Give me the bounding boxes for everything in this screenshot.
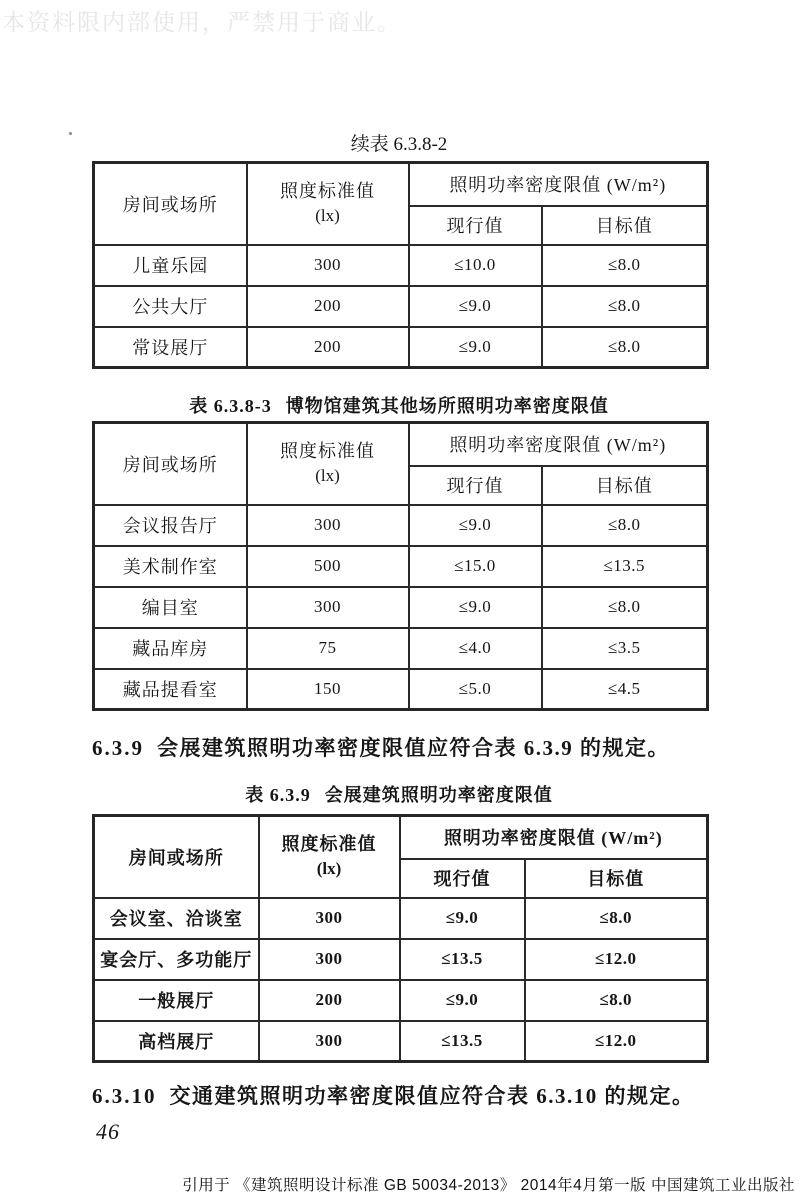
cell-target: ≤4.5 [542, 669, 708, 710]
cell-illuminance: 300 [259, 939, 400, 980]
header-lpd: 照明功率密度限值 (W/m²) [409, 163, 708, 206]
cell-current: ≤9.0 [409, 327, 542, 368]
section-text: 会展建筑照明功率密度限值应符合表 6.3.9 的规定。 [157, 736, 670, 760]
page-number: 46 [96, 1119, 120, 1144]
cell-target: ≤8.0 [542, 505, 708, 546]
table-row [94, 327, 708, 368]
header-room: 房间或场所 [94, 163, 247, 245]
header-room: 房间或场所 [94, 816, 259, 898]
cell-room: 儿童乐园 [94, 245, 247, 286]
cell-current: ≤10.0 [409, 245, 542, 286]
cell-target: ≤8.0 [525, 898, 708, 939]
table3-title-text: 会展建筑照明功率密度限值 [324, 785, 553, 805]
header-room: 房间或场所 [94, 423, 247, 505]
cell-room: 藏品提看室 [94, 669, 247, 710]
cell-illuminance: 300 [247, 245, 409, 286]
table3-title [92, 781, 706, 807]
cell-current: ≤13.5 [400, 1021, 525, 1062]
cell-target: ≤8.0 [525, 980, 708, 1021]
header-illuminance-unit: (lx) [315, 466, 340, 486]
cell-illuminance: 300 [247, 587, 409, 628]
cell-target: ≤3.5 [542, 628, 708, 669]
stray-mark [69, 132, 72, 135]
table-row [94, 505, 708, 546]
cell-current: ≤13.5 [400, 939, 525, 980]
cell-current: ≤9.0 [409, 505, 542, 546]
cell-illuminance: 200 [259, 980, 400, 1021]
table2-title-label: 表 6.3.8-3 [189, 396, 272, 416]
cell-target: ≤13.5 [542, 546, 708, 587]
cell-room: 一般展厅 [94, 980, 259, 1021]
table-row [94, 628, 708, 669]
table-continued-6-3-8-2 [92, 161, 709, 369]
cell-room: 美术制作室 [94, 546, 247, 587]
cell-room: 公共大厅 [94, 286, 247, 327]
cell-illuminance: 200 [247, 286, 409, 327]
header-lpd: 照明功率密度限值 (W/m²) [409, 423, 708, 466]
table-6-3-9-exhibition [92, 814, 709, 1063]
cell-illuminance: 200 [247, 327, 409, 368]
header-current-value: 现行值 [409, 466, 542, 505]
cell-room: 常设展厅 [94, 327, 247, 368]
cell-current: ≤9.0 [400, 898, 525, 939]
cell-target: ≤8.0 [542, 587, 708, 628]
section-6-3-10 [92, 1080, 732, 1110]
table-row [94, 980, 708, 1021]
header-current-value: 现行值 [400, 859, 525, 898]
cell-room: 编目室 [94, 587, 247, 628]
section-number: 6.3.10 [92, 1084, 157, 1108]
table-header-row [94, 816, 708, 859]
cell-current: ≤9.0 [409, 587, 542, 628]
header-illuminance-label: 照度标准值 [280, 441, 375, 462]
table2-title [92, 392, 706, 418]
cell-current: ≤4.0 [409, 628, 542, 669]
table-row [94, 587, 708, 628]
cell-room: 高档展厅 [94, 1021, 259, 1062]
table-header-row [94, 423, 708, 466]
cell-illuminance: 300 [259, 1021, 400, 1062]
cell-current: ≤15.0 [409, 546, 542, 587]
cell-target: ≤8.0 [542, 245, 708, 286]
table-row [94, 546, 708, 587]
header-illuminance-unit: (lx) [315, 206, 340, 226]
cell-current: ≤9.0 [400, 980, 525, 1021]
header-target-value: 目标值 [542, 466, 708, 505]
cell-current: ≤9.0 [409, 286, 542, 327]
table-row [94, 669, 708, 710]
table2-title-text: 博物馆建筑其他场所照明功率密度限值 [285, 396, 609, 416]
header-target-value: 目标值 [525, 859, 708, 898]
header-illuminance-unit: (lx) [316, 859, 342, 879]
header-lpd: 照明功率密度限值 (W/m²) [400, 816, 708, 859]
header-illuminance [247, 163, 409, 245]
cell-illuminance: 75 [247, 628, 409, 669]
cell-room: 会议室、洽谈室 [94, 898, 259, 939]
table-header-row [94, 163, 708, 206]
table1-title: 续表 6.3.8-2 [350, 134, 448, 155]
cell-illuminance: 300 [247, 505, 409, 546]
cell-illuminance: 150 [247, 669, 409, 710]
header-illuminance [247, 423, 409, 505]
cell-target: ≤12.0 [525, 939, 708, 980]
table-row [94, 286, 708, 327]
table3-title-label: 表 6.3.9 [245, 785, 311, 805]
cell-target: ≤8.0 [542, 286, 708, 327]
cell-target: ≤8.0 [542, 327, 708, 368]
table-row [94, 245, 708, 286]
table-row [94, 1021, 708, 1062]
cell-room: 会议报告厅 [94, 505, 247, 546]
header-current-value: 现行值 [409, 206, 542, 245]
header-illuminance-label: 照度标准值 [281, 834, 377, 855]
section-text: 交通建筑照明功率密度限值应符合表 6.3.10 的规定。 [169, 1084, 695, 1108]
cell-room: 藏品库房 [94, 628, 247, 669]
table-row [94, 939, 708, 980]
header-illuminance-label: 照度标准值 [280, 181, 375, 202]
table-6-3-8-3-museum-other [92, 421, 709, 711]
cell-current: ≤5.0 [409, 669, 542, 710]
cell-room: 宴会厅、多功能厅 [94, 939, 259, 980]
header-illuminance [259, 816, 400, 898]
cell-illuminance: 500 [247, 546, 409, 587]
section-6-3-9 [92, 732, 732, 762]
section-number: 6.3.9 [92, 736, 144, 760]
header-target-value: 目标值 [542, 206, 708, 245]
cell-target: ≤12.0 [525, 1021, 708, 1062]
cell-illuminance: 300 [259, 898, 400, 939]
table-row [94, 898, 708, 939]
citation-footer: 引用于 《建筑照明设计标准 GB 50034-2013》 2014年4月第一版 中国建筑工业出版社 [182, 1177, 795, 1194]
watermark: 本资料限内部使用，严禁用于商业。 [2, 9, 402, 35]
